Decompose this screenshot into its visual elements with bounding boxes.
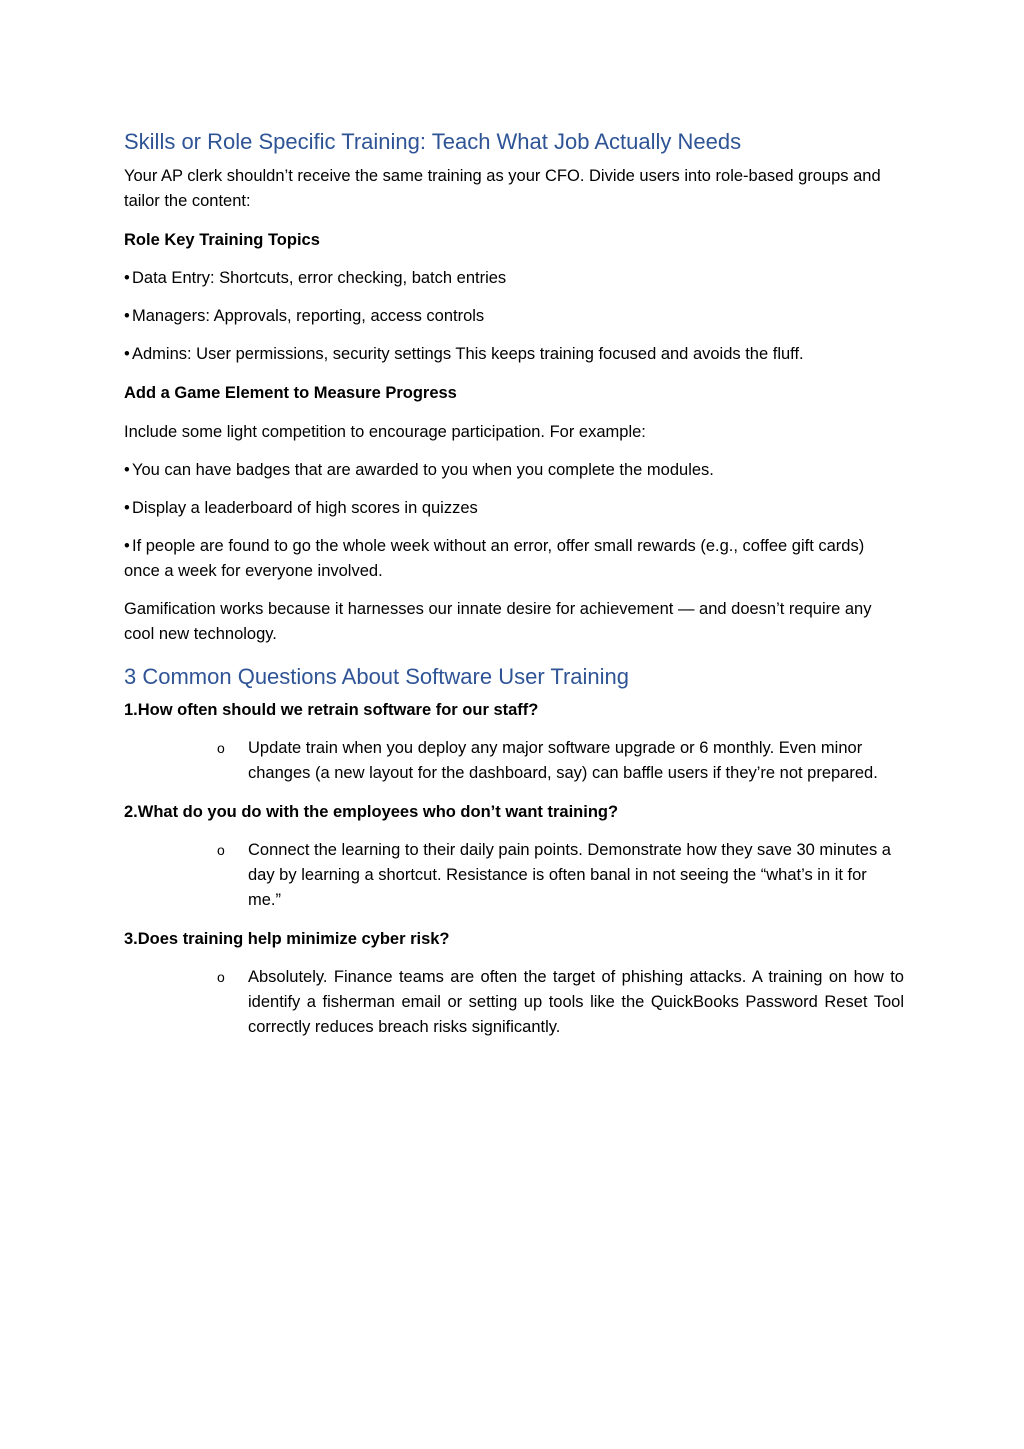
bullet-item-admins [124,342,904,367]
bullet-text: Admins: User permissions, security settings This keeps training focused and avoids the fluff. [132,345,804,363]
circle-bullet-icon: o [217,740,225,756]
bullet-item-rewards [124,534,904,584]
answer-2 [124,838,904,913]
bullet-text: Display a leaderboard of high scores in quizzes [132,499,478,517]
gamification-outro: Gamification works because it harnesses our innate desire for achievement — and doesn’t require any cool new technology. [124,600,872,643]
section-heading-common-questions: 3 Common Questions About Software User Training [124,664,630,689]
section-heading-game-element: Add a Game Element to Measure Progress [124,384,457,402]
bullet-text: Managers: Approvals, reporting, access controls [132,307,485,325]
bullet-icon: • [124,269,130,287]
bullet-icon: • [124,307,130,325]
question-3: 3.Does training help minimize cyber risk? [124,930,450,948]
bullet-item-managers [124,304,904,329]
bullet-item-badges [124,458,904,483]
bullet-text: You can have badges that are awarded to you when you complete the modules. [132,461,714,479]
bullet-item-leaderboard [124,496,904,521]
circle-bullet-icon: o [217,969,225,985]
answer-text: Update train when you deploy any major software upgrade or 6 monthly. Even minor changes (a new layout for the dashboard, say) can baffle users if they’re not prepared. [248,739,878,782]
section-heading-role-training: Skills or Role Specific Training: Teach What Job Actually Needs [124,129,742,154]
game-element-intro: Include some light competition to encourage participation. For example: [124,423,646,441]
bullet-icon: • [124,345,130,363]
answer-1 [124,736,904,786]
bullet-text: If people are found to go the whole week without an error, offer small rewards (e.g., coffee gift cards) once a week for everyone involved. [124,537,865,580]
answer-text: Absolutely. Finance teams are often the target of phishing attacks. A training on how to identify a fisherman email or setting up tools like the QuickBooks Password Reset Tool correctly reduces breach risks significantly. [248,968,904,1036]
bullet-icon: • [124,499,130,517]
bullet-icon: • [124,461,130,479]
question-2: 2.What do you do with the employees who don’t want training? [124,803,619,821]
answer-text: Connect the learning to their daily pain points. Demonstrate how they save 30 minutes a day by learning a shortcut. Resistance is often banal in not seeing the “what’s in it for me.” [248,841,891,909]
role-table-header: Role Key Training Topics [124,231,320,249]
answer-3 [124,965,904,1040]
bullet-text: Data Entry: Shortcuts, error checking, batch entries [132,269,507,287]
circle-bullet-icon: o [217,842,225,858]
bullet-item-data-entry [124,266,904,291]
question-1: 1.How often should we retrain software for our staff? [124,701,539,719]
role-training-intro: Your AP clerk shouldn’t receive the same training as your CFO. Divide users into role-based groups and tailor the content: [124,167,881,210]
document-content [124,128,904,1040]
bullet-icon: • [124,537,130,555]
